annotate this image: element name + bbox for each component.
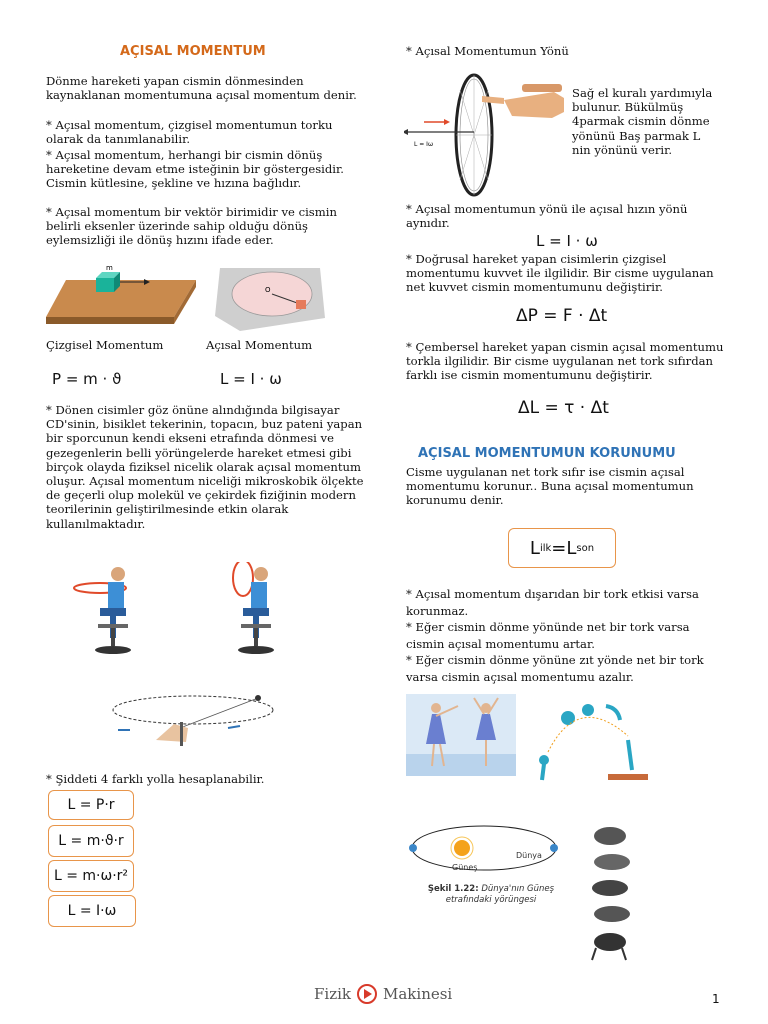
circular-torque-text: * Çembersel hareket yapan cismin açısal momentumu torkla ilgilidir. Bir cisme uygulanan net tork sıfırdan farklı ise cismin momentumunu değiştirir. [406,340,724,383]
diver-illustration [528,700,648,782]
svg-text:m: m [106,264,113,272]
ice-skaters-illustration [406,694,516,776]
falling-cat-illustration [582,822,640,962]
footer-brand [314,984,452,1004]
intro-text: Dönme hareketi yapan cismin dönmesinden kaynaklanan momentumuna açısal momentum denir. [46,74,357,103]
formula-l-right: L = I · ω [536,232,598,250]
conservation-formula-box [508,528,616,568]
linear-force-text: * Doğrusal hareket yapan cisimlerin çizgisel momentumu kuvvet ile ilgilidir. Bir cisme uygulanan net kuvvet cismin momentumunu değiştirir. [406,252,714,295]
rotation-paragraph: * Dönen cisimler göz önüne alındığında bilgisayar CD'sinin, bisiklet tekerinin, topacın, buz pateni yapan bir sporcunun kendi ekseni etrafında dönmesi ve gezegenlerin belli yörüngelerde hareket etmesi gibi birçok olayda fiziksel nicelik olarak açısal momentum oluşur. Açısal momentum niceliği mikroskobik ölçekte de geçerli olup molekül ve çekirdek fiziğinin modern teorilerinin geliştirilmesinde etkin olarak kullanılmaktadır. [46,403,364,531]
linear-momentum-illustration [46,262,196,332]
formula-box-1: L = P·r [48,790,134,820]
page-number: 1 [712,992,720,1006]
formula-linear: P = m · ϑ [52,370,122,388]
play-logo-icon [357,984,377,1004]
wheel-label: L = Iω [414,141,433,148]
spinning-chair-person-1 [70,562,150,662]
formula-box-3: L = m·ω·r² [48,860,134,892]
hand-rotation-illustration [108,684,278,750]
formula-box-2: L = m·ϑ·r [48,825,134,857]
direction-title: * Açısal Momentumun Yönü [406,44,569,58]
label-angular-momentum: Açısal Momentum [206,338,313,352]
svg-text:O: O [265,286,271,294]
conservation-text: Cisme uygulanan net tork sıfır ise cismin açısal momentumu korunur.. Buna açısal momentumun korunumu denir. [406,465,694,508]
conservation-title: AÇISAL MOMENTUMUN KORUNUMU [418,446,676,461]
bullet-2: * Açısal momentum, herhangi bir cismin dönüş hareketine devam etme isteğinin bir göstergesidir. Cismin kütlesine, şekline ve hızına bağlıdır. [46,148,344,191]
earth-label: Dünya [516,851,542,860]
cons-l2: L [566,537,577,559]
formula-box-4: L = I·ω [48,895,136,927]
strength-text: * Şiddeti 4 farklı yolla hesaplanabilir. [46,772,265,786]
sun-label: Güneş [452,863,478,872]
bullet-1: * Açısal momentum, çizgisel momentumun torku olarak da tanımlanabilir. [46,118,333,147]
cons-sub-son: son [576,542,595,554]
note-3: * Eğer cismin dönme yönüne zıt yönde net bir tork varsa cismin açısal momentumu azalır. [406,653,704,684]
brand-left: Fizik [314,985,351,1003]
formula-delta-p: ΔP = F · Δt [516,306,608,326]
formula-angular: L = I · ω [220,370,282,388]
angular-momentum-illustration [210,256,335,336]
caption-bold: Şekil 1.22: [427,884,479,894]
bullet-3: * Açısal momentum bir vektör birimidir ve cismin belirli eksenler üzerinde sahip olduğu dönüş eylemsizliği ile dönüş hızını ifade eder. [46,205,337,248]
orbit-caption [406,884,576,906]
formula-delta-l: ΔL = τ · Δt [518,398,609,418]
cons-l1: L [529,537,540,559]
spinning-chair-person-2 [215,562,295,662]
label-linear-momentum: Çizgisel Momentum [46,338,164,352]
note-2: * Eğer cismin dönme yönünde net bir tork varsa cismin açısal momentumu artar. [406,620,690,651]
same-direction-text: * Açısal momentumun yönü ile açısal hızın yönü aynıdır. [406,202,688,231]
right-hand-rule-illustration [404,70,574,200]
cons-sub-ilk: ilk [539,542,552,554]
note-1: * Açısal momentum dışarıdan bir tork etkisi varsa korunmaz. [406,587,699,618]
right-hand-rule-text: Sağ el kuralı yardımıyla bulunur. Bükülmüş 4parmak cismin dönme yönünü Baş parmak L nin yönünü verir. [572,86,713,157]
brand-right: Makinesi [383,985,453,1003]
left-title: AÇISAL MOMENTUM [120,44,266,59]
cons-equals: = [551,537,567,559]
earth-orbit-diagram [404,818,564,882]
caption-rest: Dünya'nın Güneş etrafındaki yörüngesi [445,884,555,905]
